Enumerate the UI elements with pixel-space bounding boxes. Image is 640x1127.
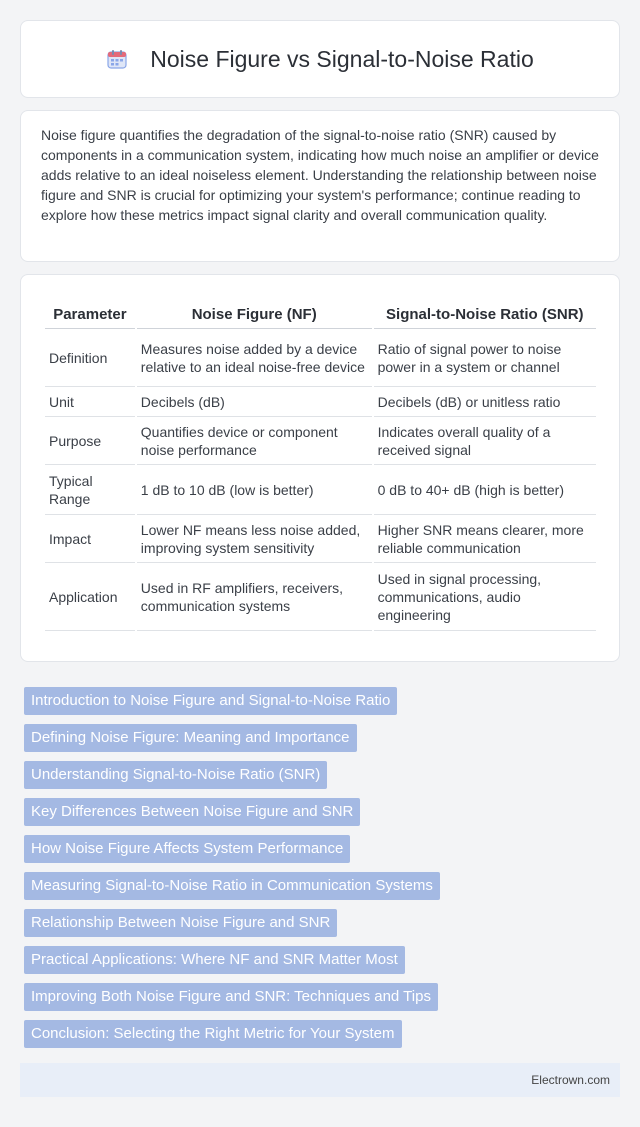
row-parameter: Unit [45,387,135,417]
header-card [20,20,620,98]
footer-brand: Electrown.com [531,1073,610,1087]
row-nf-value: 1 dB to 10 dB (low is better) [137,465,372,515]
comparison-table [43,301,598,631]
row-snr-value: Higher SNR means clearer, more reliable communication [374,515,596,563]
row-nf-value: Lower NF means less noise added, improving system sensitivity [137,515,372,563]
row-snr-value: Used in signal processing, communications, audio engineering [374,563,596,631]
table-row [45,417,596,465]
topic-link[interactable]: Conclusion: Selecting the Right Metric for Your System [24,1020,402,1048]
row-snr-value: Indicates overall quality of a received signal [374,417,596,465]
table-row [45,387,596,417]
row-nf-value: Decibels (dB) [137,387,372,417]
topic-link[interactable]: Measuring Signal-to-Noise Ratio in Communication Systems [24,872,440,900]
row-parameter: Application [45,563,135,631]
row-nf-value: Quantifies device or component noise performance [137,417,372,465]
topic-link[interactable]: How Noise Figure Affects System Performance [24,835,350,863]
comparison-table-card [20,274,620,662]
row-snr-value: Ratio of signal power to noise power in a system or channel [374,329,596,387]
intro-text: Noise figure quantifies the degradation of the signal-to-noise ratio (SNR) caused by components in a communication system, indicating how much noise an amplifier or device adds relative to an ideal noiseless element. Understanding the relationship between noise figure and SNR is crucial for optimizing your system's performance; continue reading to explore how these metrics impact signal clarity and overall communication quality. [41,127,599,223]
row-parameter: Purpose [45,417,135,465]
table-row [45,465,596,515]
table-header-row [45,301,596,329]
header-noise-figure: Noise Figure (NF) [137,301,372,329]
row-parameter: Impact [45,515,135,563]
row-parameter: Typical Range [45,465,135,515]
page-title: Noise Figure vs Signal-to-Noise Ratio [150,45,534,72]
topic-link[interactable]: Improving Both Noise Figure and SNR: Techniques and Tips [24,983,438,1011]
table-row [45,515,596,563]
calendar-icon [106,48,128,70]
header-parameter: Parameter [45,301,135,329]
header-snr: Signal-to-Noise Ratio (SNR) [374,301,596,329]
footer [20,1063,620,1097]
topic-link[interactable]: Key Differences Between Noise Figure and SNR [24,798,360,826]
table-row [45,329,596,387]
row-snr-value: 0 dB to 40+ dB (high is better) [374,465,596,515]
topic-link[interactable]: Relationship Between Noise Figure and SNR [24,909,337,937]
row-nf-value: Used in RF amplifiers, receivers, communication systems [137,563,372,631]
topic-link[interactable]: Understanding Signal-to-Noise Ratio (SNR) [24,761,327,789]
row-snr-value: Decibels (dB) or unitless ratio [374,387,596,417]
table-row [45,563,596,631]
topic-list [24,687,440,1057]
topic-link[interactable]: Introduction to Noise Figure and Signal-to-Noise Ratio [24,687,397,715]
row-nf-value: Measures noise added by a device relative to an ideal noise-free device [137,329,372,387]
row-parameter: Definition [45,329,135,387]
intro-card [20,110,620,262]
topic-link[interactable]: Defining Noise Figure: Meaning and Importance [24,724,357,752]
topic-link[interactable]: Practical Applications: Where NF and SNR Matter Most [24,946,405,974]
